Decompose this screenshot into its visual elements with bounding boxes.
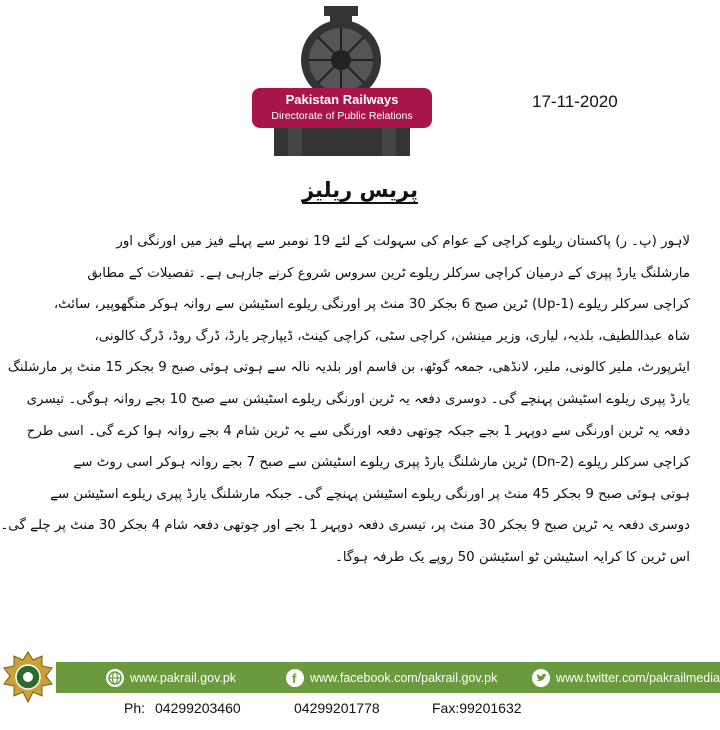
logo-name: Pakistan Railways <box>285 92 399 107</box>
facebook-link[interactable]: www.facebook.com/pakrail.gov.pk <box>310 670 498 685</box>
footer-facebook[interactable] <box>286 662 497 693</box>
page-title <box>0 178 720 202</box>
body-line: ہوتی ہوئی صبح 9 بجکر 45 منٹ پر اورنگی ریلوے اسٹیشن پہنچے گی۔ جبکہ مارشلنگ یارڈ پپری ریلوے اسٹیشن سے <box>50 486 690 502</box>
railways-crest <box>2 650 54 708</box>
title-text: پریس ریلیز <box>301 178 418 202</box>
footer-website[interactable] <box>106 662 236 693</box>
facebook-icon <box>286 669 304 687</box>
body-line: اس ٹرین کا کرایہ اسٹیشن ٹو اسٹیشن 50 روپے یک طرفہ ہوگا۔ <box>334 549 690 565</box>
footer-bar <box>56 662 720 693</box>
body-line: ایئرپورٹ، ملیر کالونی، ملیر، لانڈھی، جمعہ گوٹھ، بن قاسم اور بلدیہ نالہ سے ہوتی ہوئی صبح 9 بجکر 15 منٹ پر مارشلنگ <box>7 360 690 376</box>
body-line: دوسری دفعہ یہ ٹرین صبح 9 بجکر 30 منٹ پر، تیسری دفعہ دوپہر 1 بجے اور چوتھی دفعہ شام 4 بجکر 30 منٹ پر چلے گی۔ <box>0 518 690 534</box>
logo-subtitle: Directorate of Public Relations <box>271 110 413 122</box>
body-line: کراچی سرکلر ریلوے (1-Up) ٹرین صبح 6 بجکر 30 منٹ پر اورنگی ریلوے اسٹیشن سے روانہ ہوکر منگھوپیر، سائٹ، <box>53 297 690 313</box>
body-line: یارڈ پپری ریلوے اسٹیشن پہنچے گی۔ دوسری دفعہ یہ ٹرین اورنگی ریلوے اسٹیشن سے صبح 10 بجے روانہ ہوگی۔ تیسری <box>26 391 690 407</box>
svg-text:f: f <box>292 670 297 686</box>
body-line: مارشلنگ یارڈ پپری کے درمیان کراچی سرکلر ریلوے ٹرین سروس شروع کرنے جارہی ہے۔ تفصیلات کے مطابق <box>87 265 690 281</box>
release-date: 17-11-2020 <box>532 92 618 111</box>
locomotive-icon <box>252 4 432 162</box>
body-line: کراچی سرکلر ریلوے (2-Dn) ٹرین مارشلنگ یارڈ پپری ریلوے اسٹیشن سے صبح 7 بجے روانہ ہوکر اسی روٹ سے <box>73 455 690 471</box>
phone-number-2: 04299201778 <box>294 700 380 716</box>
phone-number-1: 04299203460 <box>155 700 241 716</box>
body-line: شاہ عبداللطیف، بلدیہ، لیاری، وزیر مینشن، کراچی سٹی، کراچی کینٹ، ڈیپارچر یارڈ، ڈرگ روڈ، ڈرگ کالونی، <box>94 328 690 344</box>
website-link[interactable]: www.pakrail.gov.pk <box>130 670 237 685</box>
phone-label: Ph: <box>124 700 146 716</box>
press-release-body <box>0 226 690 574</box>
crest-icon <box>2 650 54 708</box>
globe-icon <box>106 669 124 687</box>
body-line: لاہور (پ۔ ر) پاکستان ریلوے کراچی کے عوام کی سہولت کے لئے 19 نومبر سے پہلے فیز میں اورنگی اور <box>116 234 690 249</box>
pakistan-railways-logo <box>252 4 432 162</box>
footer-twitter[interactable] <box>532 662 720 693</box>
body-line: دفعہ یہ ٹرین اورنگی سے دوپہر 1 بجے جبکہ چوتھی دفعہ اورنگی سے یہ ٹرین شام 4 بجے روانہ ہوا کرے گی۔ اسی طرح <box>26 423 690 439</box>
twitter-link[interactable]: www.twitter.com/pakrailmedia <box>556 670 720 685</box>
twitter-icon <box>532 669 550 687</box>
fax-number: Fax:99201632 <box>432 700 522 716</box>
